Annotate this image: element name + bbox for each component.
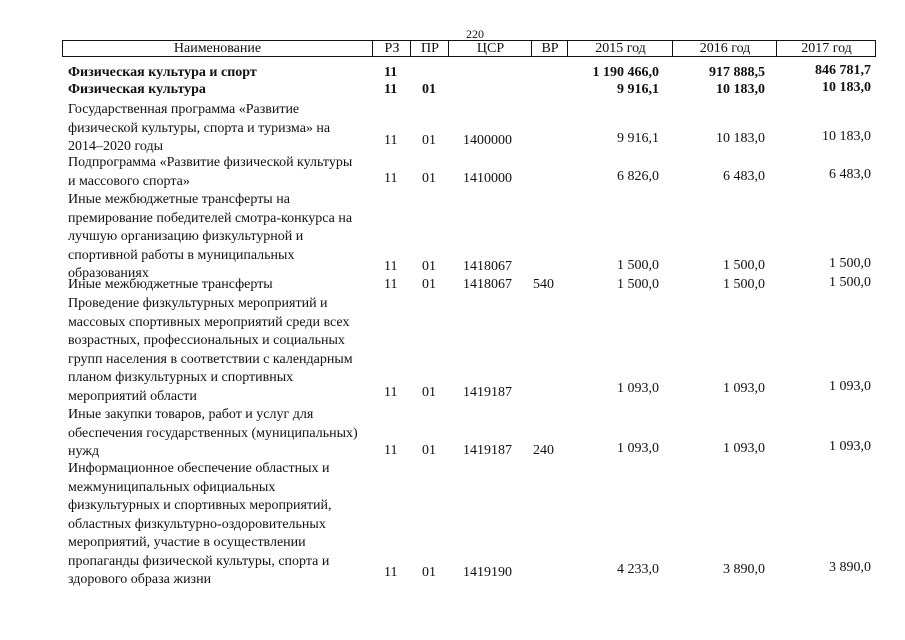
row-csr: 1419190 [463, 565, 512, 580]
row-2015: 1 093,0 [617, 441, 659, 456]
row-2016: 10 183,0 [716, 131, 765, 146]
row-pr: 01 [422, 259, 436, 274]
row-pr: 01 [422, 565, 436, 580]
header-name: Наименование [173, 41, 262, 56]
row-2017: 10 183,0 [822, 129, 871, 144]
row-2015: 9 916,1 [617, 82, 659, 97]
row-rz: 11 [384, 65, 398, 80]
row-2016: 6 483,0 [723, 169, 765, 184]
row-name: Проведение физкультурных мероприятий и массовых спортивных мероприятий среди всех возрастных, профессиональных и социальных групп населения в соответствии с календарным планом физкультурных и спортивных мероприятий области [68, 296, 353, 404]
row-2015: 1 500,0 [617, 258, 659, 273]
row-name: Информационное обеспечение областных и межмуниципальных официальных физкультурных и спортивных мероприятий, областных физкультурно-оздоровительных мероприятий, участие в осуществлении пропаганды физической культуры, спорта и здорового образа жизни [68, 461, 332, 587]
row-csr: 1418067 [463, 277, 512, 292]
row-2015: 6 826,0 [617, 169, 659, 184]
row-pr: 01 [422, 277, 436, 292]
row-2017: 6 483,0 [829, 167, 871, 182]
header-rz: РЗ [372, 41, 411, 56]
header-2017: 2017 год [776, 41, 876, 56]
row-name: Подпрограмма «Развитие физической культуры и массового спорта» [68, 155, 353, 189]
row-rz: 11 [384, 277, 398, 292]
row-2017: 10 183,0 [822, 80, 871, 95]
page-number: 220 [466, 27, 484, 41]
row-2016: 3 890,0 [723, 562, 765, 577]
row-rz: 11 [384, 565, 398, 580]
row-pr: 01 [422, 385, 436, 400]
header-csr: ЦСР [448, 41, 532, 56]
row-2016: 10 183,0 [716, 82, 765, 97]
row-2016: 1 500,0 [723, 258, 765, 273]
row-2015: 9 916,1 [617, 131, 659, 146]
row-pr: 01 [422, 82, 436, 97]
row-2015: 1 093,0 [617, 381, 659, 396]
row-csr: 1410000 [463, 171, 512, 186]
row-2016: 1 093,0 [723, 381, 765, 396]
row-2017: 1 093,0 [829, 439, 871, 454]
row-csr: 1419187 [463, 443, 512, 458]
row-rz: 11 [384, 82, 398, 97]
row-name: Государственная программа «Развитие физической культуры, спорта и туризма» на 2014–2020 годы [68, 102, 331, 154]
row-csr: 1419187 [463, 385, 512, 400]
row-vr: 540 [533, 277, 554, 292]
row-rz: 11 [384, 171, 398, 186]
row-2016: 917 888,5 [709, 65, 765, 80]
row-name: Иные межбюджетные трансферты [68, 277, 273, 292]
row-2015: 1 500,0 [617, 277, 659, 292]
row-csr: 1400000 [463, 133, 512, 148]
row-2016: 1 093,0 [723, 441, 765, 456]
row-rz: 11 [384, 443, 398, 458]
row-2017: 846 781,7 [815, 63, 871, 78]
header-2015: 2015 год [567, 41, 673, 56]
row-vr: 240 [533, 443, 554, 458]
row-2017: 3 890,0 [829, 560, 871, 575]
row-name: Иные закупки товаров, работ и услуг для обеспечения государственных (муниципальных) нужд [68, 407, 358, 459]
row-2017: 1 093,0 [829, 379, 871, 394]
row-2015: 4 233,0 [617, 562, 659, 577]
row-name: Иные межбюджетные трансферты на премирование победителей смотра-конкурса на лучшую организацию физкультурной и спортивной работы в муниципальных образованиях [68, 192, 353, 281]
row-2015: 1 190 466,0 [592, 65, 659, 80]
row-pr: 01 [422, 171, 436, 186]
row-pr: 01 [422, 443, 436, 458]
header-2016: 2016 год [672, 41, 777, 56]
header-vr: ВР [531, 41, 568, 56]
row-name: Физическая культура [68, 82, 206, 97]
row-csr: 1418067 [463, 259, 512, 274]
row-2017: 1 500,0 [829, 256, 871, 271]
row-name: Физическая культура и спорт [68, 65, 257, 80]
row-rz: 11 [384, 259, 398, 274]
table-header [62, 40, 876, 57]
row-rz: 11 [384, 385, 398, 400]
header-pr: ПР [410, 41, 449, 56]
row-pr: 01 [422, 133, 436, 148]
row-rz: 11 [384, 133, 398, 148]
row-2017: 1 500,0 [829, 275, 871, 290]
row-2016: 1 500,0 [723, 277, 765, 292]
